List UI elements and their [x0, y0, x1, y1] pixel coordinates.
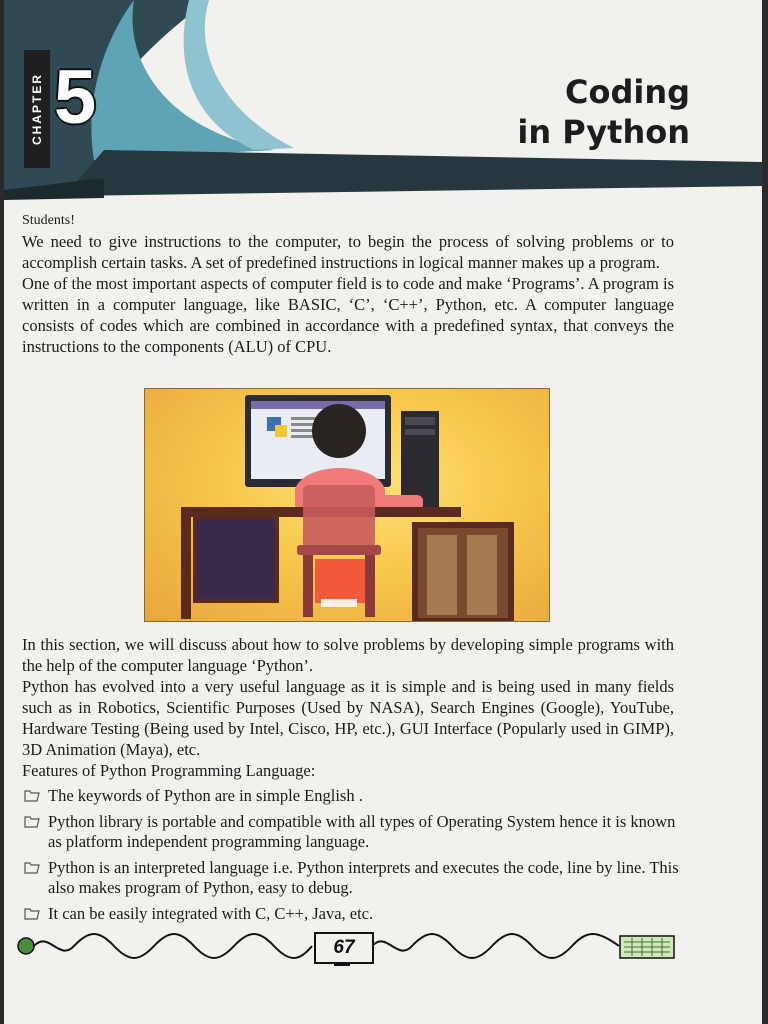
- title-line-1: Coding: [564, 73, 690, 111]
- page-title: [517, 72, 690, 152]
- list-item: [22, 858, 682, 898]
- folder-bullet-icon: [24, 814, 40, 828]
- intro-text: [22, 210, 674, 357]
- feature-text: The keywords of Python are in simple English .: [48, 786, 363, 805]
- chapter-number: 5: [54, 55, 97, 140]
- intro-paragraph-2: One of the most important aspects of computer field is to code and make ‘Programs’. A program is written in a computer language, like BASIC, ‘C’, ‘C++’, Python, etc. A computer language consists of codes which are combined in accordance with a predefined syntax, that conveys the instructions to the components (ALU) of CPU.: [22, 274, 674, 356]
- footer-cable-graphic: [4, 920, 762, 980]
- intro-paragraph-1: We need to give instructions to the computer, to begin the process of solving problems or to accomplish certain tasks. A set of predefined instructions in logical manner makes up a program.: [22, 232, 674, 272]
- section-paragraph-2: Python has evolved into a very useful language as it is simple and is being used in many fields such as in Robotics, Scientific Purposes (Used by NASA), Search Engines (Google), YouTube, Hardware Testing (Being used by Intel, Cisco, HP, etc.), GUI Interface (Popularly used in GIMP), 3D Animation (Maya), etc.: [22, 677, 674, 759]
- folder-bullet-icon: [24, 906, 40, 920]
- feature-text: Python library is portable and compatible with all types of Operating System hence it is known as platform independent programming language.: [48, 812, 676, 851]
- folder-bullet-icon: [24, 788, 40, 802]
- list-item: [22, 812, 682, 852]
- chapter-label: CHAPTER: [24, 50, 50, 168]
- folder-bullet-icon: [24, 860, 40, 874]
- page-number: 67: [314, 932, 374, 964]
- section-paragraph-1: In this section, we will discuss about how to solve problems by developing simple programs with the help of the computer language ‘Python’.: [22, 635, 674, 675]
- feature-text: Python is an interpreted language i.e. Python interprets and executes the code, line by line. This also makes program of Python, easy to debug.: [48, 858, 679, 897]
- feature-text: It can be easily integrated with C, C++, Java, etc.: [48, 904, 374, 923]
- features-heading: Features of Python Programming Language:: [22, 761, 316, 780]
- textbook-page: [4, 0, 762, 1024]
- student-at-computer-illustration: [144, 388, 550, 622]
- section-text: [22, 634, 674, 781]
- greeting: Students!: [22, 213, 75, 228]
- list-item: [22, 786, 682, 806]
- features-list: [22, 786, 682, 930]
- title-line-2: in Python: [517, 113, 690, 151]
